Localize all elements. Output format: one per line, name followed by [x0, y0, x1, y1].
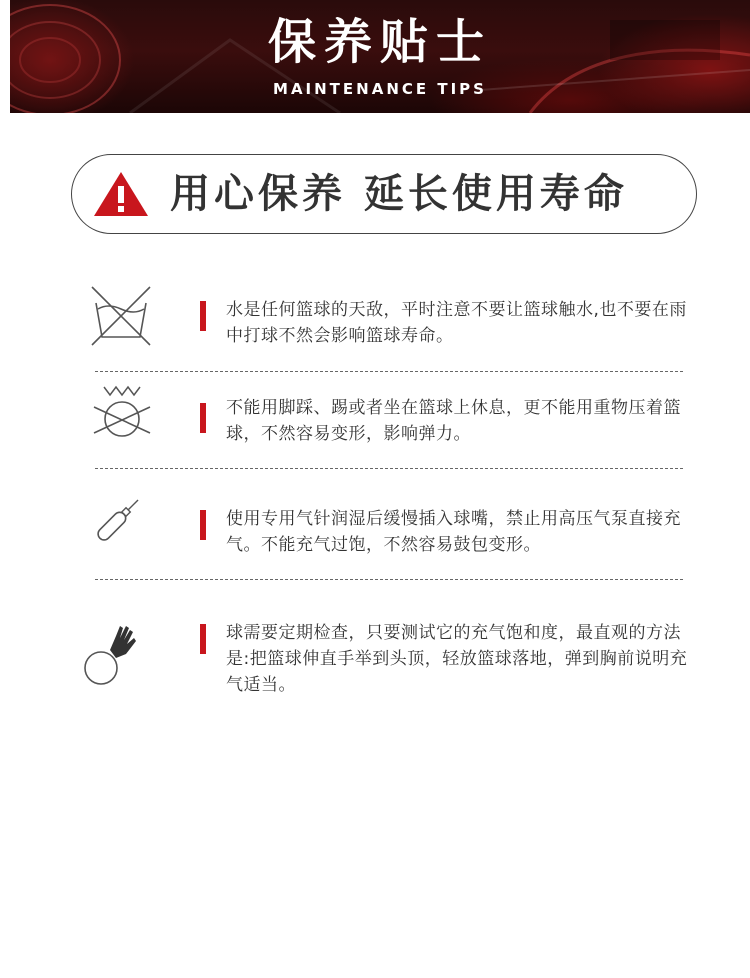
inflation-needle-icon	[90, 494, 144, 546]
divider	[95, 579, 683, 580]
hand-drop-ball-icon	[82, 620, 144, 688]
headline-pill	[71, 154, 697, 234]
accent-bar	[200, 301, 206, 331]
header-banner	[10, 0, 750, 113]
accent-bar	[200, 510, 206, 540]
warning-icon	[92, 170, 150, 218]
headline-text: 用心保养 延长使用寿命	[170, 171, 628, 217]
tip-text: 球需要定期检查，只要测试它的充气饱和度，最直观的方法是:把篮球伸直手举到头顶，轻放篮球落地，弹到胸前说明充气适当。	[226, 623, 688, 695]
divider	[95, 468, 683, 469]
banner-subtitle: MAINTENANCE TIPS	[273, 80, 487, 98]
accent-bar	[200, 403, 206, 433]
tip-text: 不能用脚踩、踢或者坐在篮球上休息，更不能用重物压着篮球，不然容易变形，影响弹力。	[226, 398, 681, 444]
tip-text: 水是任何篮球的天敌，平时注意不要让篮球触水,也不要在雨中打球不然会影响篮球寿命。	[226, 300, 687, 346]
divider	[95, 371, 683, 372]
no-pressing-icon	[90, 383, 154, 439]
banner-title: 保养贴士	[267, 14, 492, 70]
accent-bar	[200, 624, 206, 654]
tip-text: 使用专用气针润湿后缓慢插入球嘴，禁止用高压气泵直接充气。不能充气过饱，不然容易鼓包变形。	[226, 509, 681, 555]
no-washing-icon	[86, 285, 156, 347]
